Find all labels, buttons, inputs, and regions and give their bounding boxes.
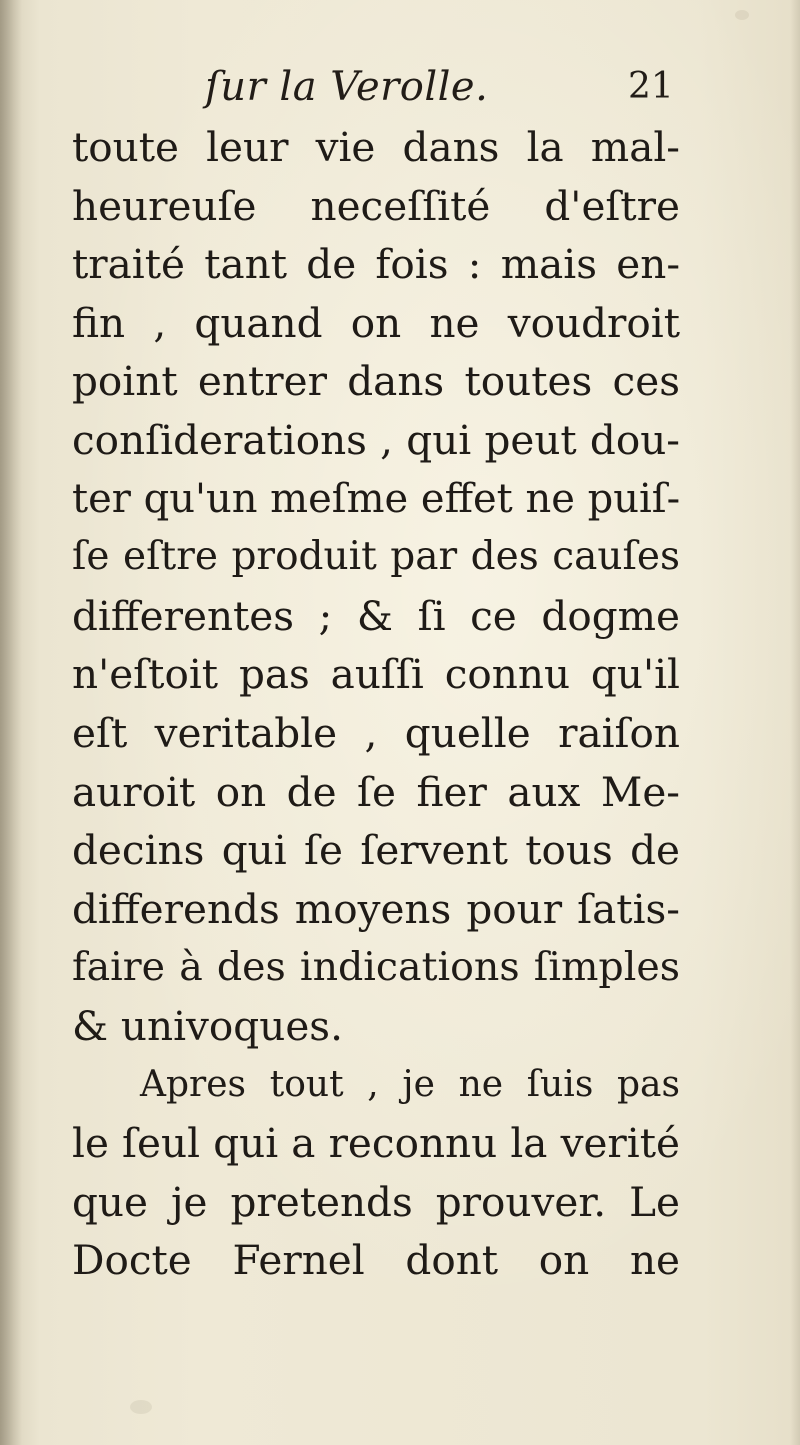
gutter-shadow: [0, 0, 22, 1445]
text-line: & univoques.: [72, 1001, 343, 1050]
text-line: auroit on de ſe fier aux Me-: [72, 767, 680, 816]
text-line: Apres tout , je ne ſuis pas: [140, 1063, 680, 1105]
paper-stain: [735, 10, 749, 20]
running-head: ſur la Verolle.: [205, 64, 489, 110]
text-line: differentes ; & ſi ce dogme: [72, 591, 680, 640]
text-line: point entrer dans toutes ces: [72, 357, 680, 406]
text-line: differends moyens pour ſatis-: [72, 884, 680, 933]
text-line: toute leur vie dans la mal-: [72, 123, 680, 171]
text-line: fin , quand on ne voudroit: [72, 298, 680, 347]
text-line: ter qu'un meſme effet ne puiſ-: [72, 475, 681, 522]
text-line: traité tant de fois : mais en-: [72, 240, 680, 289]
text-line: decins qui ſe ſervent tous de: [72, 826, 680, 875]
text-line: conſiderations , qui peut dou-: [72, 415, 680, 464]
text-line: heureuſe neceſſité d'eſtre: [72, 181, 680, 230]
text-line: ſe eſtre produit par des cauſes: [72, 534, 680, 580]
text-line: que je pretends prouver. Le: [72, 1177, 680, 1226]
text-line: n'eſtoit pas auſſi connu qu'il: [72, 650, 680, 699]
body-text: [72, 118, 680, 1290]
text-line: le ſeul qui a reconnu la verité: [72, 1119, 680, 1168]
text-line: eſt veritable , quelle raiſon: [72, 708, 680, 757]
paper-stain: [130, 1400, 152, 1414]
page-edge-shadow: [790, 0, 800, 1445]
text-line: Docte Fernel dont on ne: [72, 1236, 680, 1285]
page-number: 21: [628, 66, 674, 107]
text-line: faire à des indications ſimples: [72, 944, 680, 991]
